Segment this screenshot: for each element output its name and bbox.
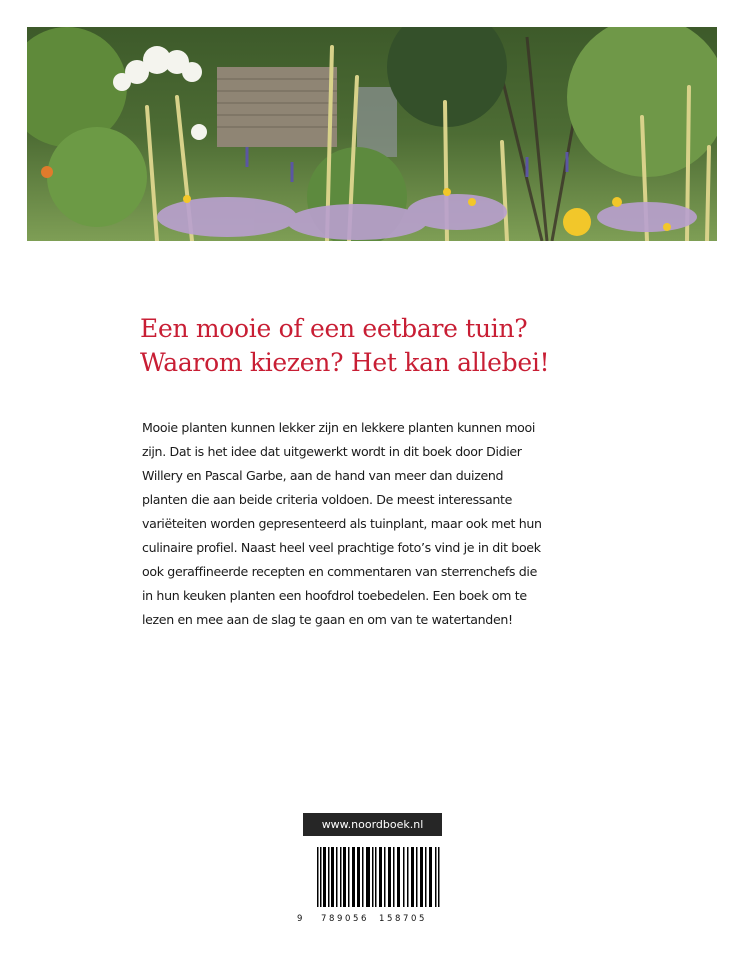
isbn-prefix-digit: 9: [297, 914, 303, 924]
garden-photo-illustration: [27, 27, 717, 241]
headline: [140, 312, 640, 380]
publisher-url: www.noordboek.nl: [303, 813, 442, 836]
description-line: planten die aan beide criteria voldoen. De meest interessante: [142, 492, 512, 507]
description-line: ook geraffineerde recepten en commentaren van sterrenchefs die: [142, 564, 537, 579]
headline-line-1: Een mooie of een eetbare tuin?: [140, 314, 528, 343]
description-line: variëteiten worden gepresenteerd als tuinplant, maar ook met hun: [142, 516, 542, 531]
book-description: [142, 416, 612, 632]
headline-line-2: Waarom kiezen? Het kan allebei!: [140, 348, 550, 377]
description-line: lezen en mee aan de slag te gaan en om van te watertanden!: [142, 612, 513, 627]
description-line: zijn. Dat is het idee dat uitgewerkt wordt in dit boek door Didier: [142, 444, 522, 459]
description-line: Willery en Pascal Garbe, aan de hand van meer dan duizend: [142, 468, 504, 483]
description-line: Mooie planten kunnen lekker zijn en lekkere planten kunnen mooi: [142, 420, 535, 435]
isbn-barcode: [317, 847, 441, 907]
description-line: in hun keuken planten een hoofdrol toebedelen. Een boek om te: [142, 588, 527, 603]
cover-photo: [27, 27, 717, 241]
isbn-digits-left: 789056: [321, 914, 370, 924]
isbn-digits-right: 158705: [379, 914, 428, 924]
description-line: culinaire profiel. Naast heel veel prachtige foto’s vind je in dit boek: [142, 540, 541, 555]
